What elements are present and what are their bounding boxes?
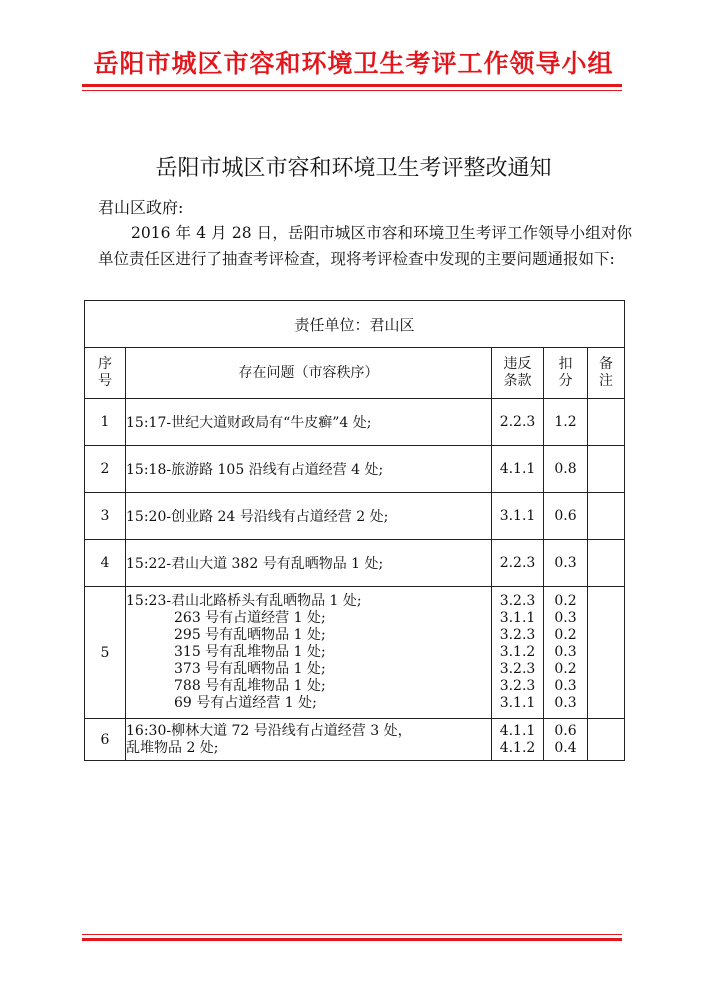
inspection-table [84, 300, 625, 761]
clause-code: 2.2.3 [492, 540, 544, 587]
footer-rule-thick [82, 938, 622, 941]
deduction-score: 0.3 [544, 540, 588, 587]
note-cell [588, 399, 625, 446]
note-cell [588, 493, 625, 540]
clause-code: 4.1.1 4.1.2 [492, 719, 544, 761]
issue-text: 15:23-君山北路桥头有乱晒物品 1 处; 263 号有占道经营 1 处; 295 号有乱晒物品 1 处; 315 号有乱堆物品 1 处; 373 号有乱晒物品 1 处; 788 号有乱堆物品 1 处; 69 号有占道经营 1 处; [126, 587, 492, 719]
responsible-unit: 责任单位：君山区 [85, 301, 625, 348]
header-rule-thick [82, 84, 622, 87]
row-number: 2 [85, 446, 126, 493]
issue-text: 15:17-世纪大道财政局有“牛皮癣”4 处; [126, 399, 492, 446]
clause-code: 2.2.3 [492, 399, 544, 446]
header-score: 扣 分 [544, 348, 588, 399]
issue-text: 15:18-旅游路 105 沿线有占道经营 4 处; [126, 446, 492, 493]
issue-text: 16:30-柳林大道 72 号沿线有占道经营 3 处， 乱堆物品 2 处; [126, 719, 492, 761]
row-number: 6 [85, 719, 126, 761]
deduction-score: 1.2 [544, 399, 588, 446]
row-number: 5 [85, 587, 126, 719]
note-cell [588, 719, 625, 761]
issue-text: 15:22-君山大道 382 号有乱晒物品 1 处; [126, 540, 492, 587]
body-paragraph: 2016 年 4 月 28 日，岳阳市城区市容和环境卫生考评工作领导小组对你单位责任区进行了抽查考评检查，现将考评检查中发现的主要问题通报如下: [98, 224, 632, 268]
clause-code: 4.1.1 [492, 446, 544, 493]
document-title: 岳阳市城区市容和环境卫生考评整改通知 [155, 156, 552, 181]
table-row [85, 493, 625, 540]
issue-text: 15:20-创业路 24 号沿线有占道经营 2 处; [126, 493, 492, 540]
table-row [85, 587, 625, 719]
table-row [85, 446, 625, 493]
table-row [85, 540, 625, 587]
deduction-score: 0.6 0.4 [544, 719, 588, 761]
row-number: 3 [85, 493, 126, 540]
row-number: 1 [85, 399, 126, 446]
note-cell [588, 446, 625, 493]
header-no: 序 号 [85, 348, 126, 399]
clause-code: 3.2.3 3.1.1 3.2.3 3.1.2 3.2.3 3.2.3 3.1.1 [492, 587, 544, 719]
letterhead-title: 岳阳市城区市容和环境卫生考评工作领导小组 [93, 49, 614, 78]
table-row [85, 719, 625, 761]
table-row [85, 399, 625, 446]
clause-code: 3.1.1 [492, 493, 544, 540]
header-rule-thin [82, 90, 622, 91]
header-note: 备 注 [588, 348, 625, 399]
header-code: 违反 条款 [492, 348, 544, 399]
header-issue: 存在问题（市容秩序） [126, 348, 492, 399]
deduction-score: 0.6 [544, 493, 588, 540]
note-cell [588, 587, 625, 719]
deduction-score: 0.8 [544, 446, 588, 493]
row-number: 4 [85, 540, 126, 587]
deduction-score: 0.2 0.3 0.2 0.3 0.2 0.3 0.3 [544, 587, 588, 719]
footer-rule-thin [82, 934, 622, 935]
table-header-row [85, 348, 625, 399]
salutation: 君山区政府: [98, 198, 184, 217]
note-cell [588, 540, 625, 587]
